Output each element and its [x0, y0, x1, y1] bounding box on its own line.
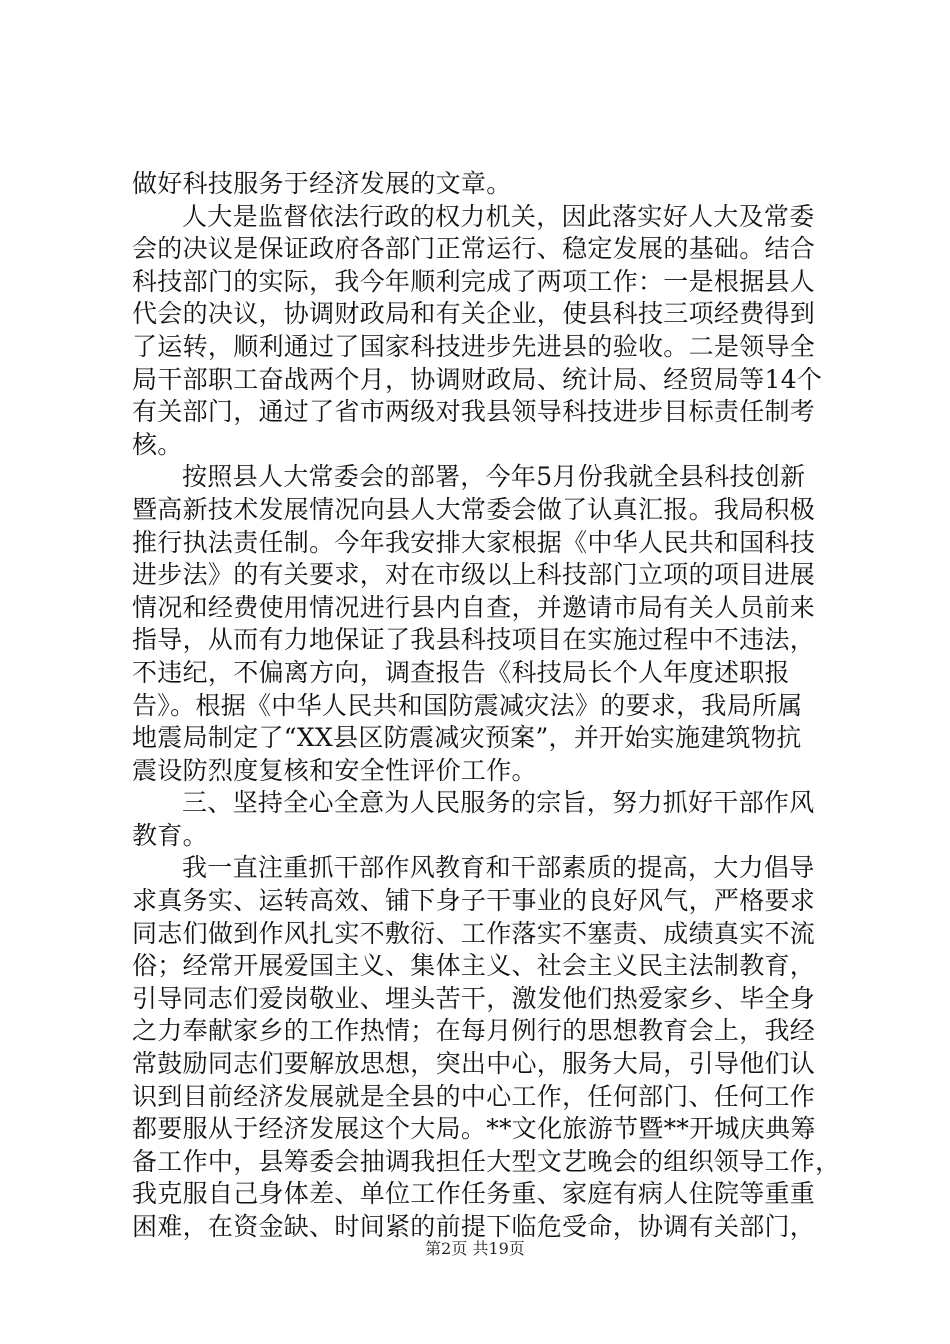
paragraph-standing-committee	[132, 461, 832, 787]
paragraph-continuation	[132, 168, 832, 201]
text-line: 引导同志们爱岗敬业、埋头苦干，激发他们热爱家乡、毕全身	[132, 983, 816, 1013]
text-line: 俗；经常开展爱国主义、集体主义、社会主义民主法制教育，	[132, 951, 816, 981]
text-line: 三、坚持全心全意为人民服务的宗旨，努力抓好干部作风	[182, 788, 815, 818]
text-line: 震设防烈度复核和安全性评价工作。	[132, 755, 537, 785]
text-line: 按照县人大常委会的部署，今年5月份我就全县科技创新	[182, 462, 806, 492]
text-line: 情况和经费使用情况进行县内自查，并邀请市局有关人员前来	[132, 592, 816, 622]
text-line: 之力奉献家乡的工作热情；在每月例行的思想教育会上，我经	[132, 1016, 816, 1046]
text-line: 常鼓励同志们要解放思想，突出中心，服务大局，引导他们认	[132, 1049, 816, 1079]
text-line: 同志们做到作风扎实不敷衍、工作落实不塞责、成绩真实不流	[132, 918, 816, 948]
text-line: 都要服从于经济发展这个大局。**文化旅游节暨**开城庆典筹	[132, 1114, 816, 1144]
text-line: 备工作中，县筹委会抽调我担任大型文艺晚会的组织领导工作，	[132, 1146, 841, 1176]
text-line: 进步法》的有关要求，对在市级以上科技部门立项的项目进展	[132, 560, 816, 590]
section-heading-three	[132, 787, 832, 852]
text-line: 做好科技服务于经济发展的文章。	[132, 169, 512, 198]
text-line: 识到目前经济发展就是全县的中心工作，任何部门、任何工作	[132, 1081, 816, 1111]
text-line: 有关部门，通过了省市两级对我县领导科技进步目标责任制考	[132, 397, 816, 427]
text-line: 人大是监督依法行政的权力机关，因此落实好人大及常委	[182, 201, 815, 231]
text-line: 代会的决议，协调财政局和有关企业，使县科技三项经费得到	[132, 299, 816, 329]
text-line: 暨高新技术发展情况向县人大常委会做了认真汇报。我局积极	[132, 494, 816, 524]
text-line: 科技部门的实际，我今年顺利完成了两项工作：一是根据县人	[132, 266, 816, 296]
document-body	[132, 168, 841, 1244]
text-line: 我克服自己身体差、单位工作任务重、家庭有病人住院等重重	[132, 1179, 816, 1209]
text-line: 我一直注重抓干部作风教育和干部素质的提高，大力倡导	[182, 853, 815, 883]
text-line: 求真务实、运转高效、铺下身子干事业的良好风气，严格要求	[132, 886, 816, 916]
page-number-footer: 第2页 共19页	[425, 1239, 525, 1258]
text-line: 告》。根据《中华人民共和国防震减灾法》的要求，我局所属	[132, 690, 803, 720]
text-line: 指导，从而有力地保证了我县科技项目在实施过程中不违法，	[132, 625, 816, 655]
text-line: 地震局制定了“XX县区防震减灾预案”，并开始实施建筑物抗	[132, 723, 802, 753]
text-line: 不违纪，不偏离方向，调查报告《科技局长个人年度述职报	[132, 657, 790, 687]
paragraph-npc-supervision	[132, 201, 832, 462]
text-line: 核。	[132, 429, 183, 459]
text-line: 困难，在资金缺、时间紧的前提下临危受命，协调有关部门，	[132, 1212, 816, 1241]
text-line: 了运转，顺利通过了国家科技进步先进县的验收。二是领导全	[132, 331, 816, 361]
text-line: 会的决议是保证政府各部门正常运行、稳定发展的基础。结合	[132, 234, 816, 264]
text-line: 局干部职工奋战两个月，协调财政局、统计局、经贸局等14个	[132, 364, 823, 394]
paragraph-cadre-education	[132, 852, 841, 1243]
text-line: 推行执法责任制。今年我安排大家根据《中华人民共和国科技	[132, 527, 816, 557]
text-line: 教育。	[132, 820, 208, 850]
